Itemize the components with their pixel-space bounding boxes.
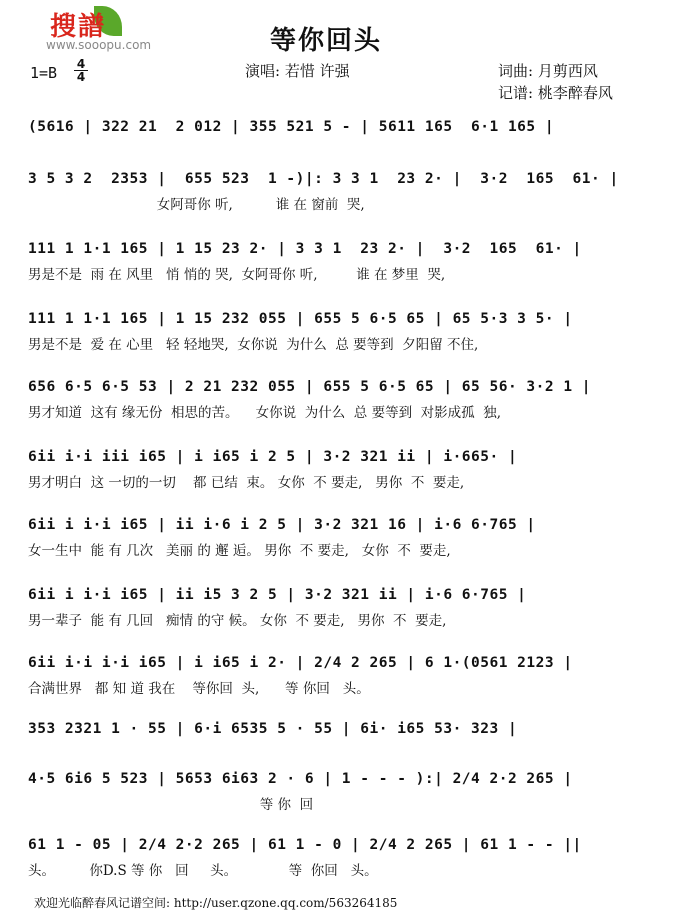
notation-line: 6ii i i·i i65 | ii i·6 i 2 5 | 3·2 321 16 | i·6 6·765 | bbox=[28, 517, 536, 533]
score-system-11 bbox=[28, 770, 662, 840]
lyrics-composer-credit: 词曲: 月剪西风 bbox=[498, 62, 598, 80]
song-title: 等你回头 bbox=[270, 26, 383, 56]
score-system-4 bbox=[28, 310, 662, 380]
notation-line: 6ii i·i iii i65 | i i65 i 2 5 | 3·2 321 ii | i·665· | bbox=[28, 449, 518, 465]
notation-line: (5616 | 322 21 2 012 | 355 521 5 - | 5611 165 6·1 165 | bbox=[28, 119, 555, 135]
score-system-6 bbox=[28, 448, 662, 518]
transcriber-credit: 记谱: 桃李醉春风 bbox=[498, 84, 613, 102]
notation-line: 61 1 - 05 | 2/4 2·2 265 | 61 1 - 0 | 2/4 2 265 | 61 1 - - || bbox=[28, 837, 582, 853]
lyrics-line: 头。 你D.S 等 你 回 头。 等 你回 头。 bbox=[28, 863, 378, 879]
time-signature-bottom: 4 bbox=[74, 70, 88, 83]
lyrics-line: 男才明白 这 一切的一切 都 已结 束。 女你 不 要走, 男你 不 要走, bbox=[28, 475, 465, 491]
notation-line: 6ii i i·i i65 | ii i5 3 2 5 | 3·2 321 ii | i·6 6·765 | bbox=[28, 587, 527, 603]
singer-credit: 演唱: 若惜 许强 bbox=[245, 62, 350, 80]
notation-line: 3 5 3 2 2353 | 655 523 1 -)|: 3 3 1 23 2· | 3·2 165 61· | bbox=[28, 171, 619, 187]
lyrics-line: 合满世界 都 知 道 我在 等你回 头, 等 你回 头。 bbox=[28, 681, 370, 697]
lyrics-line: 男才知道 这有 缘无份 相思的苦。 女你说 为什么 总 要等到 对影成孤 独, bbox=[28, 405, 502, 421]
lyrics-line: 男是不是 爱 在 心里 轻 轻地哭, 女你说 为什么 总 要等到 夕阳留 不住, bbox=[28, 337, 479, 353]
score-system-2 bbox=[28, 170, 662, 240]
time-signature-top: 4 bbox=[76, 57, 86, 71]
notation-line: 4·5 6i6 5 523 | 5653 6i63 2 · 6 | 1 - - - ):| 2/4 2·2 265 | bbox=[28, 771, 573, 787]
score-system-5 bbox=[28, 378, 662, 448]
score-system-8 bbox=[28, 586, 662, 656]
score-system-3 bbox=[28, 240, 662, 310]
lyrics-line: 女一生中 能 有 几次 美丽 的 邂 逅。 男你 不 要走, 女你 不 要走, bbox=[28, 543, 451, 559]
lyrics-line: 男一辈子 能 有 几回 痴情 的守 候。 女你 不 要走, 男你 不 要走, bbox=[28, 613, 447, 629]
notation-line: 656 6·5 6·5 53 | 2 21 232 055 | 655 5 6·5 65 | 65 56· 3·2 1 | bbox=[28, 379, 592, 395]
lyrics-line: 男是不是 雨 在 风里 悄 悄的 哭, 女阿哥你 听, 谁 在 梦里 哭, bbox=[28, 267, 446, 283]
lyrics-line: 女阿哥你 听, 谁 在 窗前 哭, bbox=[28, 197, 365, 213]
logo-brand: 搜譜 bbox=[50, 12, 107, 42]
time-signature bbox=[74, 58, 88, 83]
score-system-9 bbox=[28, 654, 662, 724]
notation-line: 6ii i·i i·i i65 | i i65 i 2· | 2/4 2 265 | 6 1·(0561 2123 | bbox=[28, 655, 573, 671]
score-system-7 bbox=[28, 516, 662, 586]
site-logo[interactable] bbox=[12, 4, 172, 54]
notation-line: 111 1 1·1 165 | 1 15 232 055 | 655 5 6·5 65 | 65 5·3 3 5· | bbox=[28, 311, 573, 327]
logo-url: www.sooopu.com bbox=[46, 38, 152, 52]
notation-line: 353 2321 1 · 55 | 6·i 6535 5 · 55 | 6i· i65 53· 323 | bbox=[28, 721, 518, 737]
key-signature: 1=B bbox=[30, 64, 58, 82]
notation-line: 111 1 1·1 165 | 1 15 23 2· | 3 3 1 23 2· | 3·2 165 61· | bbox=[28, 241, 582, 257]
footer-link[interactable]: 欢迎光临醉春风记谱空间: http://user.qzone.qq.com/563264185 bbox=[34, 896, 398, 910]
lyrics-line: 等 你 回 bbox=[28, 797, 314, 813]
